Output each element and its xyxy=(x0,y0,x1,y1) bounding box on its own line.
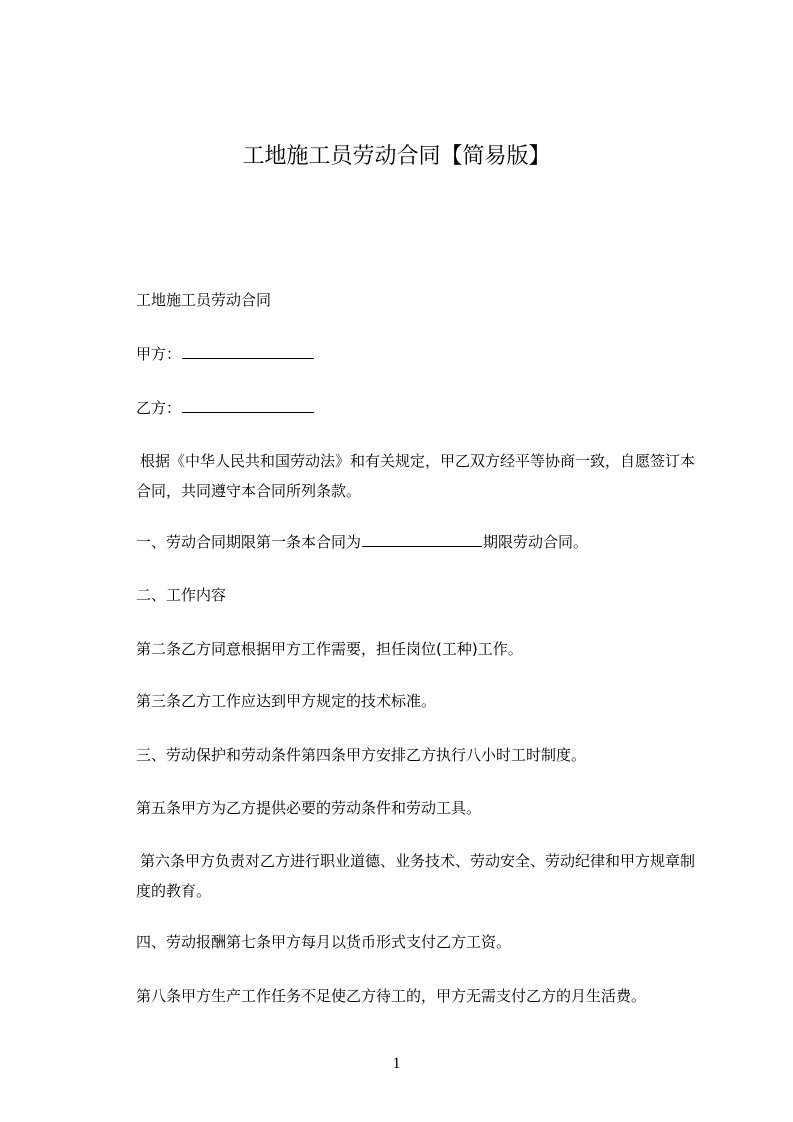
page-number: 1 xyxy=(392,1055,401,1072)
section-4-heading: 四、劳动报酬第七条甲方每月以货币形式支付乙方工资。 xyxy=(136,933,512,951)
party-b-line xyxy=(136,393,706,423)
intro-paragraph: 根据《中华人民共和国劳动法》和有关规定，甲乙双方经平等协商一致，自愿签订本合同，共同遵守本合同所列条款。 xyxy=(136,452,696,500)
term-clause xyxy=(136,527,706,557)
party-b-blank xyxy=(182,397,314,413)
section-2-heading: 二、工作内容 xyxy=(136,586,227,604)
party-a-blank xyxy=(182,343,314,359)
party-a-line xyxy=(136,339,706,369)
contract-heading: 工地施工员劳动合同 xyxy=(136,291,272,309)
term-blank xyxy=(362,531,482,547)
article-3: 第三条乙方工作应达到甲方规定的技术标准。 xyxy=(136,692,437,710)
section-3-heading: 三、劳动保护和劳动条件第四条甲方安排乙方执行八小时工时制度。 xyxy=(136,746,587,764)
article-8: 第八条甲方生产工作任务不足使乙方待工的，甲方无需支付乙方的月生活费。 xyxy=(136,987,647,1005)
document-title: 工地施工员劳动合同【简易版】 xyxy=(242,144,551,169)
party-b-label: 乙方： xyxy=(136,399,182,417)
term-suffix: 期限劳动合同。 xyxy=(483,533,589,551)
party-a-label: 甲方： xyxy=(136,345,182,363)
article-2: 第二条乙方同意根据甲方工作需要，担任岗位(工种)工作。 xyxy=(136,640,523,658)
article-6: 第六条甲方负责对乙方进行职业道德、业务技术、劳动安全、劳动纪律和甲方规章制度的教育。 xyxy=(136,852,696,900)
term-prefix: 一、劳动合同期限第一条本合同为 xyxy=(136,533,362,551)
article-5: 第五条甲方为乙方提供必要的劳动条件和劳动工具。 xyxy=(136,799,482,817)
